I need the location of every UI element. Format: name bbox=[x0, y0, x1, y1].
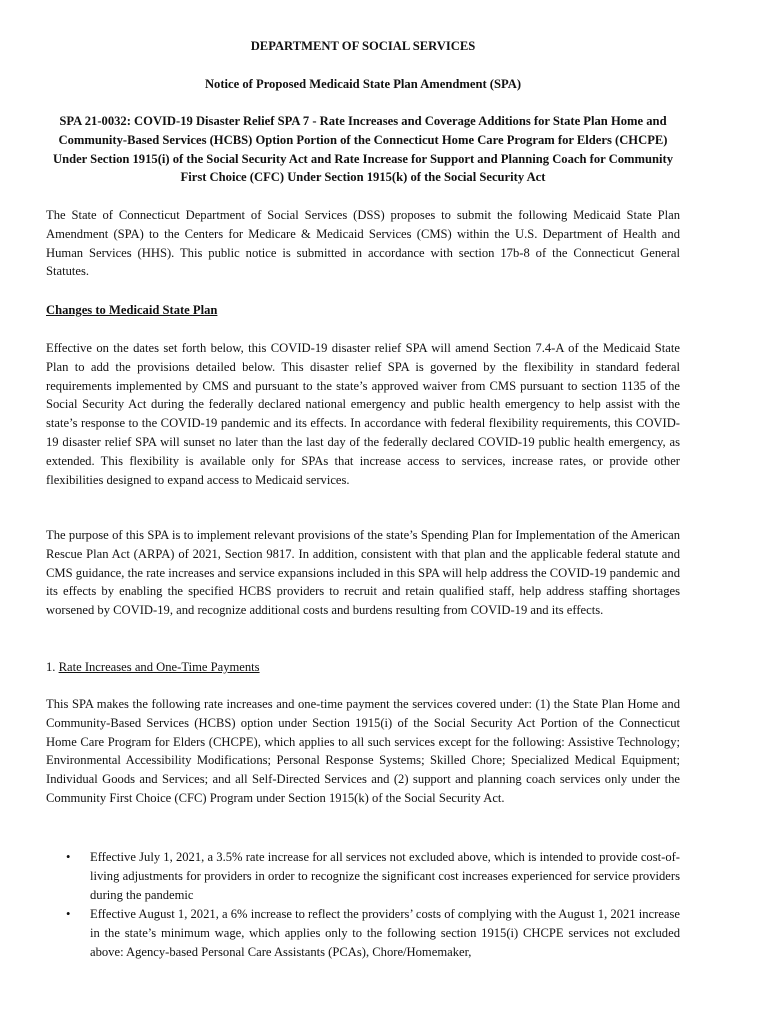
sub-heading-text: Rate Increases and One-Time Payments bbox=[58, 660, 260, 674]
bullet-icon: • bbox=[66, 907, 71, 922]
list-item-text: Effective July 1, 2021, a 3.5% rate increase for all services not excluded above, which is intended to provide cost-of-living adjustments for providers in order to recognize the significant cost increases experienced for service providers during the pandemic bbox=[90, 850, 680, 902]
section-heading: Changes to Medicaid State Plan bbox=[46, 303, 218, 317]
list-item-text: Effective August 1, 2021, a 6% increase to reflect the providers’ costs of complying with the August 1, 2021 increase in the state’s minimum wage, which applies only to the following section 1915(i) CHCPE services not excluded above: Agency-based Personal Care Assistants (PCAs), Chore/Homemaker, bbox=[90, 907, 680, 959]
bullet-list bbox=[46, 848, 680, 963]
sub-heading bbox=[46, 658, 260, 677]
department-title: DEPARTMENT OF SOCIAL SERVICES bbox=[250, 39, 476, 53]
intro-paragraph: The State of Connecticut Department of Social Services (DSS) proposes to submit the following Medicaid State Plan Amendment (SPA) to the Centers for Medicare & Medicaid Services (CMS) within the U.S. Department of Health and Human Services (HHS). This public notice is submitted in accordance with section 17b-8 of the Connecticut General Statutes. bbox=[46, 208, 680, 279]
list-item bbox=[46, 848, 680, 904]
bullet-icon: • bbox=[66, 850, 71, 864]
notice-title: Notice of Proposed Medicaid State Plan Amendment (SPA) bbox=[204, 77, 522, 91]
spa-title: SPA 21-0032: COVID-19 Disaster Relief SPA 7 - Rate Increases and Coverage Additions for State Plan Home and Community-Based Services (HCBS) Option Portion of the Connecticut Home Care Program for Elders (CHCPE) Under Section 1915(i) of the Social Security Act and Rate Increase for Support and Planning Coach for Community First Choice (CFC) Under Section 1915(k) of the Social Security Act bbox=[52, 114, 673, 185]
paragraph-3: This SPA makes the following rate increases and one-time payment the services covered under: (1) the State Plan Home and Community-Based Services (HCBS) option under Section 1915(i) of the Social Security Act Portion of the Connecticut Home Care Program for Elders (CHCPE), which applies to all such services except for the following: Assistive Technology; Environmental Accessibility Modifications; Personal Response Systems; Skilled Chore; Specialized Medical Equipment; Individual Goods and Services; and all Self-Directed Services and (2) support and planning coach services only under the Community First Choice (CFC) Program under Section 1915(k) of the Social Security Act. bbox=[46, 697, 680, 805]
paragraph-2: The purpose of this SPA is to implement relevant provisions of the state’s Spending Plan for Implementation of the American Rescue Plan Act (ARPA) of 2021, Section 9817. In addition, consistent with that plan and the applicable federal statute and CMS guidance, the rate increases and service expansions included in this SPA will help address the COVID-19 pandemic and its effects by enabling the specified HCBS providers to recruit and retain qualified staff, help address staffing shortages worsened by COVID-19, and recognize additional costs and burdens resulting from COVID-19 and its effects. bbox=[46, 528, 680, 618]
sub-heading-number: 1. bbox=[46, 660, 59, 674]
paragraph-1: Effective on the dates set forth below, this COVID-19 disaster relief SPA will amend Section 7.4-A of the Medicaid State Plan to add the provisions detailed below. This disaster relief SPA is governed by the flexibility in standard federal requirements implemented by CMS and pursuant to the state’s approved waiver from CMS pursuant to section 1135 of the Social Security Act during the federally declared national emergency and public health emergency to help assist with the state’s response to the COVID-19 pandemic and its effects. In accordance with federal flexibility requirements, this COVID-19 disaster relief SPA will sunset no later than the last day of the federally declared COVID-19 public health emergency, as extended. This flexibility is available only for SPAs that increase access to services, increase rates, or provide other flexibilities designed to expand access to Medicaid services. bbox=[46, 341, 680, 487]
list-item bbox=[46, 905, 680, 961]
